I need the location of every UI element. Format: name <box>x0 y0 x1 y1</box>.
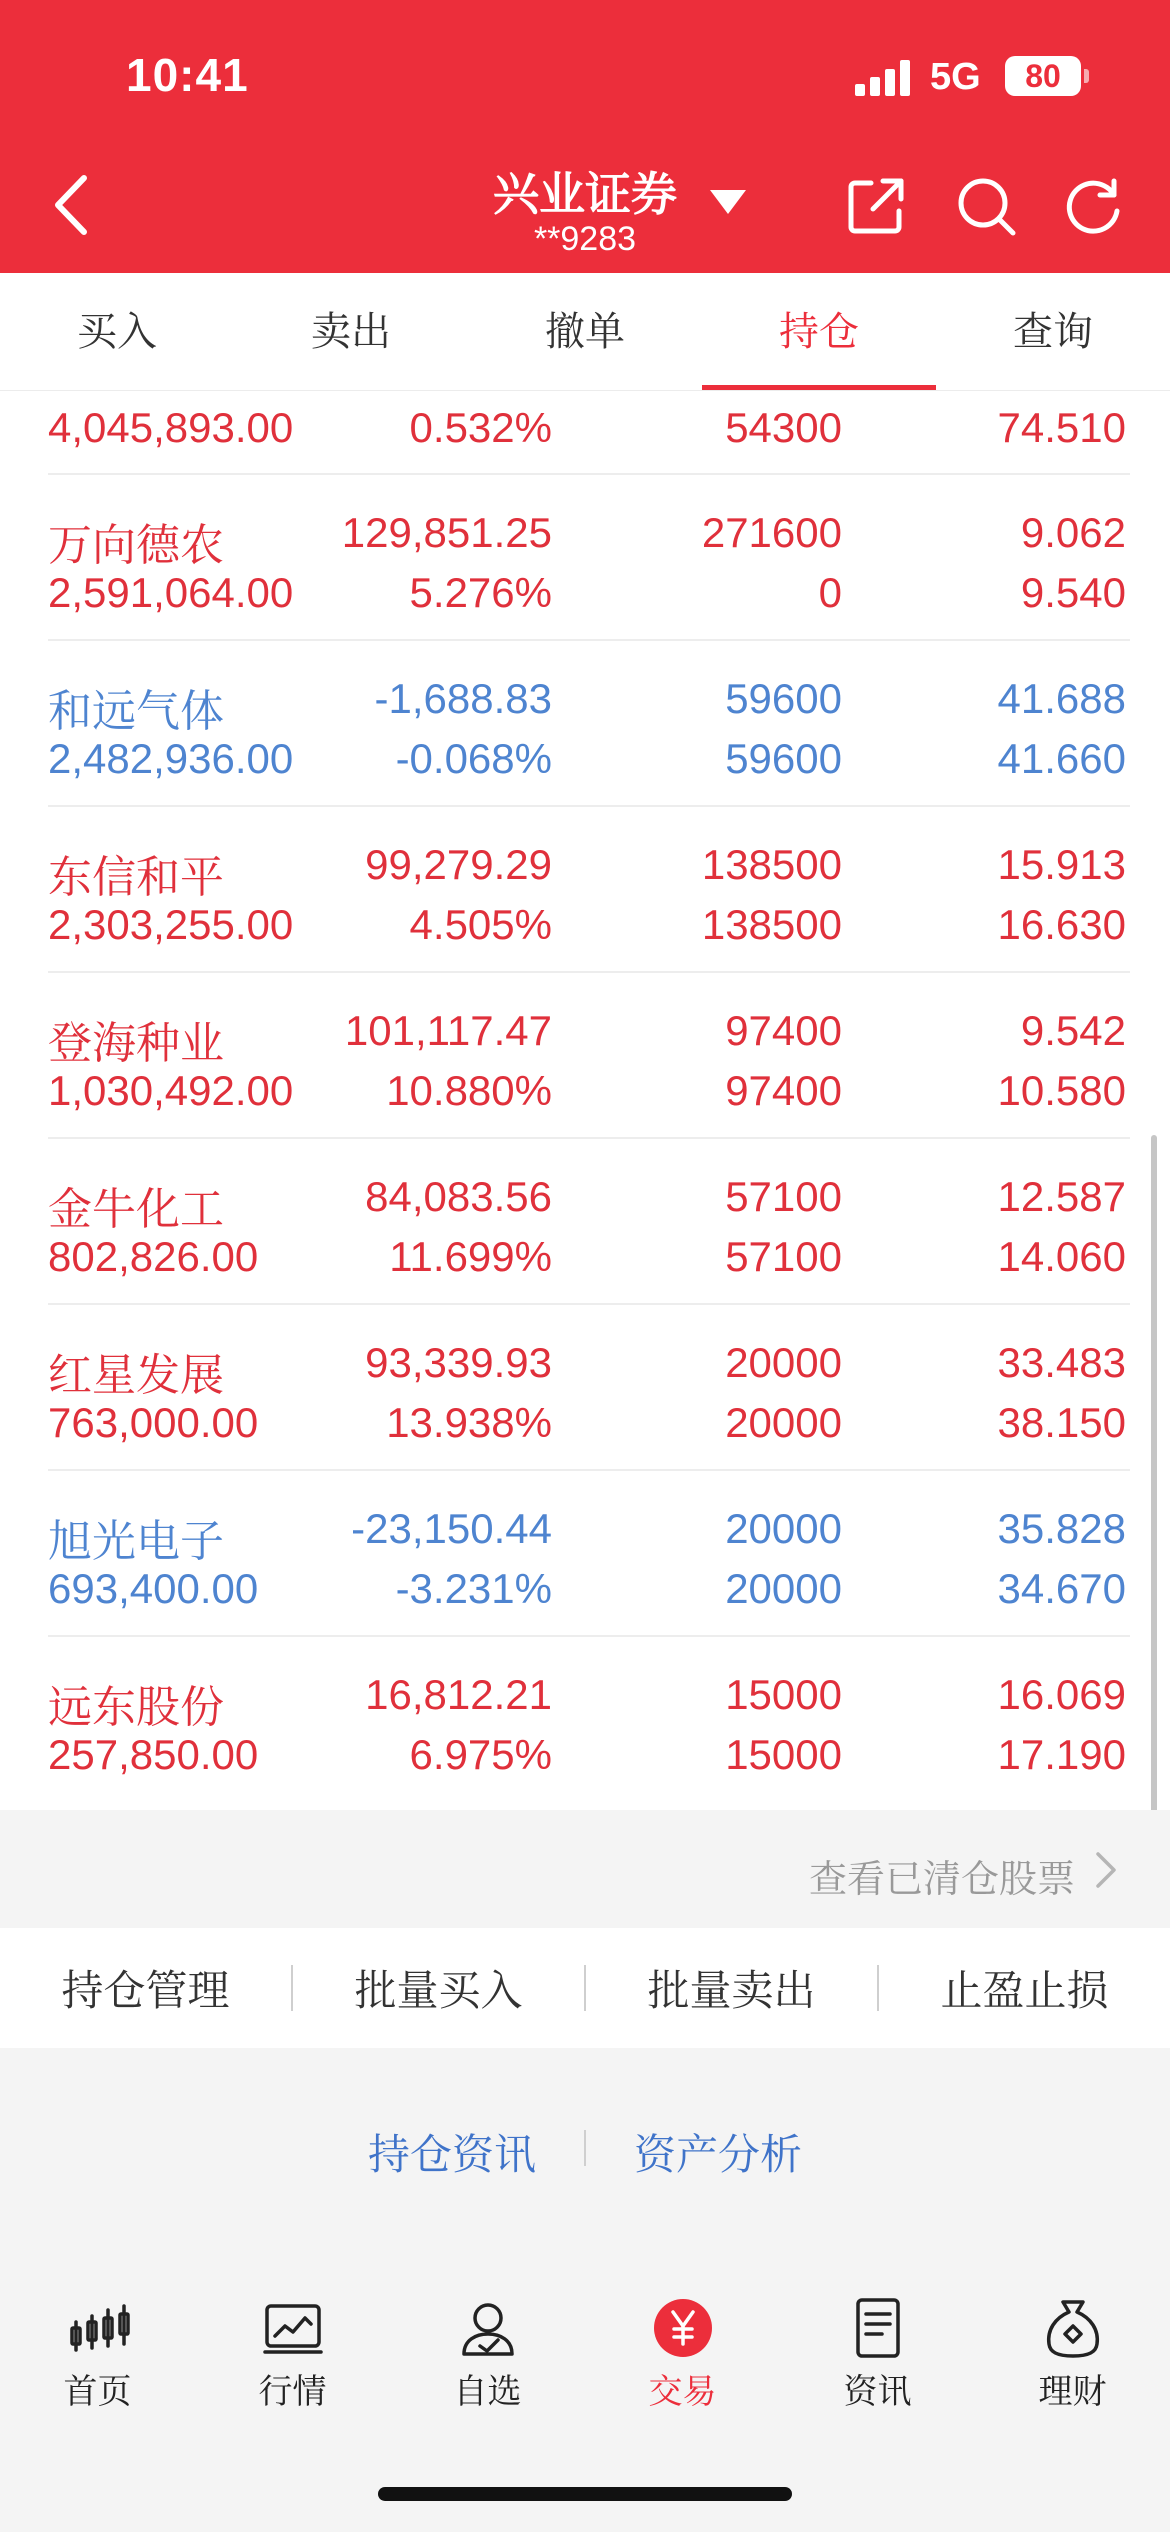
current-price: 9.540 <box>1020 569 1126 616</box>
holdings-action-bar <box>0 1928 1170 2048</box>
nav-watchlist[interactable] <box>390 2270 585 2410</box>
current-price: 17.190 <box>997 1731 1126 1778</box>
profit-loss-pct: 13.938% <box>386 1399 552 1446</box>
tab-cancel-order[interactable]: 撤单 <box>545 310 625 354</box>
caret-down-icon[interactable] <box>708 186 748 216</box>
stock-name: 万向德农 <box>48 521 224 570</box>
position-shares: 138500 <box>701 841 842 888</box>
position-management-button[interactable]: 持仓管理 <box>61 1967 230 2014</box>
holding-row[interactable] <box>0 1139 1170 1305</box>
view-cleared-stocks-link[interactable]: 查看已清仓股票 <box>808 1859 1075 1901</box>
profit-loss: 99,279.29 <box>365 841 552 888</box>
tab-holdings[interactable]: 持仓 <box>702 273 936 390</box>
refresh-icon[interactable] <box>1062 175 1124 237</box>
nav-label: 自选 <box>453 2373 522 2411</box>
position-shares: 59600 <box>725 675 842 722</box>
money-bag-icon <box>1041 2296 1105 2360</box>
available-shares: 0 <box>818 569 842 616</box>
current-price: 16.630 <box>997 901 1126 948</box>
cost-price: 35.828 <box>997 1505 1126 1552</box>
profit-loss: -1,688.83 <box>374 675 552 722</box>
holding-row[interactable] <box>0 641 1170 807</box>
holding-row[interactable] <box>0 1305 1170 1471</box>
profit-loss-pct: 4.505% <box>409 901 552 948</box>
current-price: 74.510 <box>997 404 1126 451</box>
position-shares: 97400 <box>725 1007 842 1054</box>
bottom-nav <box>0 2270 1170 2410</box>
profit-loss-pct: -3.231% <box>395 1565 552 1612</box>
market-value: 1,030,492.00 <box>48 1067 294 1114</box>
separator <box>584 2130 586 2166</box>
cleared-stocks-band <box>0 1810 1170 1928</box>
nav-wealth[interactable] <box>975 2270 1170 2410</box>
nav-home[interactable] <box>0 2270 195 2410</box>
cost-price: 9.542 <box>1020 1007 1126 1054</box>
profit-loss: 101,117.47 <box>344 1007 552 1054</box>
available-shares: 15000 <box>725 1731 842 1778</box>
current-price: 14.060 <box>997 1233 1126 1280</box>
available-shares: 20000 <box>725 1399 842 1446</box>
nav-label: 资讯 <box>843 2373 912 2411</box>
position-shares: 15000 <box>725 1671 842 1718</box>
stock-name: 红星发展 <box>48 1351 224 1400</box>
broker-title[interactable]: 兴业证券 <box>493 168 677 220</box>
cost-price: 33.483 <box>997 1339 1126 1386</box>
stock-name: 金牛化工 <box>48 1185 224 1234</box>
stock-name: 远东股份 <box>48 1683 224 1732</box>
chart-icon <box>261 2296 325 2360</box>
profit-loss: -23,150.44 <box>351 1505 552 1552</box>
tab-sell[interactable]: 卖出 <box>311 310 391 354</box>
user-icon <box>456 2296 520 2360</box>
market-value: 2,591,064.00 <box>48 569 294 616</box>
profit-loss: 16,812.21 <box>365 1671 552 1718</box>
available-shares: 20000 <box>725 1565 842 1612</box>
nav-label: 行情 <box>258 2373 327 2411</box>
current-price: 10.580 <box>997 1067 1126 1114</box>
position-shares: 57100 <box>725 1173 842 1220</box>
holding-row[interactable] <box>0 475 1170 641</box>
profit-loss: 129,851.25 <box>341 509 552 556</box>
asset-analysis-link[interactable]: 资产分析 <box>634 2131 803 2178</box>
available-shares: 97400 <box>725 1067 842 1114</box>
app-header <box>0 0 1170 273</box>
cost-price: 16.069 <box>997 1671 1126 1718</box>
cost-price: 12.587 <box>997 1173 1126 1220</box>
cost-price: 9.062 <box>1020 509 1126 556</box>
nav-label: 理财 <box>1038 2373 1107 2411</box>
cost-price: 15.913 <box>997 841 1126 888</box>
batch-buy-button[interactable]: 批量买入 <box>354 1967 523 2014</box>
profit-loss-pct: 6.975% <box>409 1731 552 1778</box>
yen-icon <box>651 2296 715 2360</box>
position-shares: 20000 <box>725 1505 842 1552</box>
holding-row[interactable] <box>0 1471 1170 1637</box>
holdings-news-link[interactable]: 持仓资讯 <box>368 2131 537 2178</box>
market-value: 4,045,893.00 <box>48 404 294 451</box>
current-price: 38.150 <box>997 1399 1126 1446</box>
cost-price: 41.688 <box>997 675 1126 722</box>
batch-sell-button[interactable]: 批量卖出 <box>647 1967 816 2014</box>
profit-loss: 93,339.93 <box>365 1339 552 1386</box>
nav-news[interactable] <box>780 2270 975 2410</box>
nav-market[interactable] <box>195 2270 390 2410</box>
chevron-right-icon[interactable] <box>1094 1850 1118 1890</box>
holding-row[interactable] <box>0 1637 1170 1803</box>
tab-buy[interactable]: 买入 <box>77 310 157 354</box>
stock-name: 登海种业 <box>48 1019 224 1068</box>
profit-loss-pct: 10.880% <box>386 1067 552 1114</box>
nav-label: 首页 <box>63 2373 132 2411</box>
market-value: 802,826.00 <box>48 1233 259 1280</box>
holding-row[interactable] <box>0 973 1170 1139</box>
trade-tabs <box>0 273 1170 391</box>
signal-icon <box>855 60 913 96</box>
market-value: 2,303,255.00 <box>48 901 294 948</box>
network-type: 5G <box>930 56 981 98</box>
market-value: 257,850.00 <box>48 1731 259 1778</box>
current-price: 34.670 <box>997 1565 1126 1612</box>
profit-loss: 84,083.56 <box>365 1173 552 1220</box>
profit-loss-pct: -0.068% <box>395 735 552 782</box>
holding-row[interactable] <box>0 392 1170 475</box>
document-icon <box>846 2296 910 2360</box>
tab-query[interactable]: 查询 <box>1013 310 1093 354</box>
share-icon[interactable] <box>845 175 907 237</box>
position-shares: 271600 <box>701 509 842 556</box>
profit-loss-pct: 11.699% <box>389 1233 552 1280</box>
market-value: 693,400.00 <box>48 1565 259 1612</box>
account-number: **9283 <box>533 220 637 258</box>
nav-trade[interactable] <box>585 2270 780 2410</box>
profit-loss-pct: 0.532% <box>409 404 552 451</box>
market-value: 763,000.00 <box>48 1399 259 1446</box>
search-icon[interactable] <box>955 175 1017 237</box>
available-shares: 57100 <box>725 1233 842 1280</box>
stock-name: 和远气体 <box>48 687 224 736</box>
nav-label: 交易 <box>648 2373 717 2411</box>
holding-row[interactable] <box>0 807 1170 973</box>
available-shares: 59600 <box>725 735 842 782</box>
take-profit-stop-loss-button[interactable]: 止盈止损 <box>940 1967 1109 2014</box>
profit-loss-pct: 5.276% <box>409 569 552 616</box>
current-price: 41.660 <box>997 735 1126 782</box>
battery-tip <box>1084 69 1089 83</box>
battery-icon: 80 <box>1005 56 1081 96</box>
available-shares: 138500 <box>701 901 842 948</box>
status-time: 10:41 <box>126 49 249 101</box>
stock-name: 旭光电子 <box>48 1517 224 1566</box>
position-shares: 20000 <box>725 1339 842 1386</box>
home-indicator[interactable] <box>378 2487 792 2501</box>
stock-name: 东信和平 <box>48 853 224 902</box>
candlestick-icon <box>66 2296 130 2360</box>
market-value: 2,482,936.00 <box>48 735 294 782</box>
available-shares: 54300 <box>725 404 842 451</box>
